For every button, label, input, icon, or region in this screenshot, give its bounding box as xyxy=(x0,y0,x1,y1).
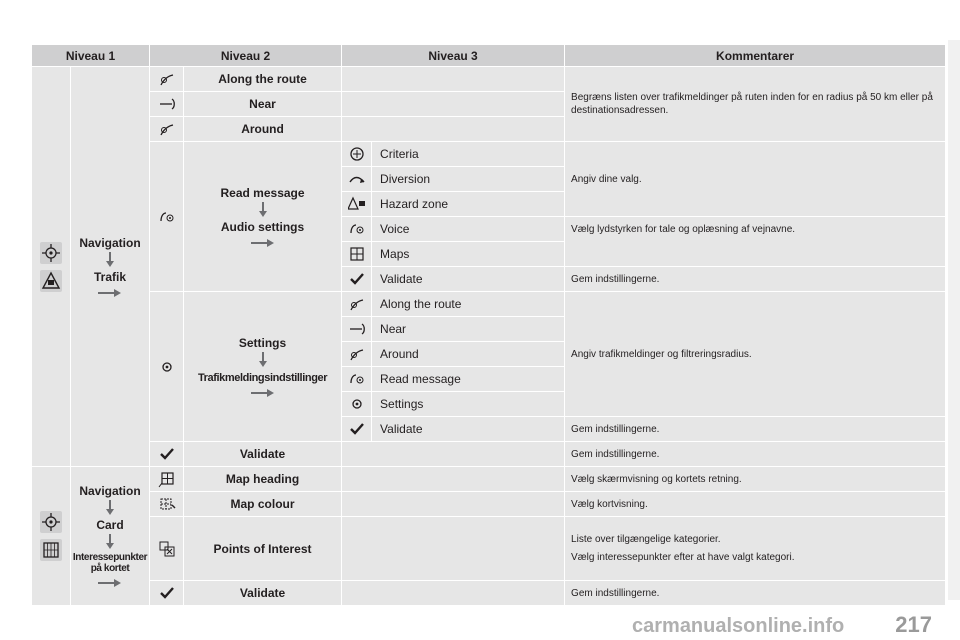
along-route-label: Along the route xyxy=(372,292,565,317)
comment-validate2: Gem indstillingerne. xyxy=(565,442,946,467)
near-label: Near xyxy=(372,317,565,342)
navigation-label: Navigation xyxy=(79,235,141,250)
nav-traffic-cell xyxy=(71,67,150,467)
near-icon xyxy=(342,317,372,342)
validate-label: Validate xyxy=(184,581,342,606)
navigation-label: Navigation xyxy=(79,484,141,498)
read-message-label: Read message xyxy=(372,367,565,392)
map-heading-icon xyxy=(150,467,184,492)
empty-cell xyxy=(342,492,565,517)
read-audio-cell xyxy=(184,142,342,292)
comment-voice: Vælg lydstyrken for tale og oplæsning af vejnavne. xyxy=(565,217,946,267)
settings-icon xyxy=(342,392,372,417)
comment-top: Begræns listen over trafikmeldinger på ruten inden for en radius på 50 km eller på destinationsadressen. xyxy=(565,67,946,142)
check-icon xyxy=(150,442,184,467)
nav-icons-cell xyxy=(32,67,71,467)
comment-settings: Angiv trafikmeldinger og filtreringsradius. xyxy=(565,292,946,417)
around-icon xyxy=(150,117,184,142)
maps-icon xyxy=(342,242,372,267)
read-message-label: Read message xyxy=(220,185,305,200)
arrow-right-icon xyxy=(251,388,275,398)
arrow-down-icon xyxy=(105,534,115,550)
header-row xyxy=(32,45,946,67)
empty-cell xyxy=(342,117,565,142)
along-route-icon xyxy=(342,292,372,317)
near-icon xyxy=(150,92,184,117)
settings-cell xyxy=(184,292,342,442)
read-message-icon xyxy=(342,367,372,392)
nav-card-cell xyxy=(71,467,150,606)
maps-label: Maps xyxy=(372,242,565,267)
watermark: carmanualsonline.info xyxy=(632,615,845,637)
check-icon xyxy=(342,267,372,292)
settings-label: Settings xyxy=(238,335,287,350)
read-message-icon xyxy=(150,142,184,292)
card-label: Card xyxy=(96,518,124,532)
around-label: Around xyxy=(372,342,565,367)
table-row xyxy=(32,581,946,606)
empty-cell xyxy=(342,442,565,467)
diversion-icon xyxy=(342,167,372,192)
settings-icon xyxy=(150,292,184,442)
page-number: 217 xyxy=(895,612,932,637)
comment-poi-line2: Vælg interessepunkter efter at have valgt kategori. xyxy=(571,552,795,563)
header-niveau1: Niveau 1 xyxy=(32,45,150,67)
poi-icon xyxy=(150,517,184,581)
header-niveau2: Niveau 2 xyxy=(150,45,342,67)
validate-label: Validate xyxy=(372,417,565,442)
hazard-zone-icon xyxy=(342,192,372,217)
validate-label: Validate xyxy=(184,442,342,467)
diversion-label: Diversion xyxy=(372,167,565,192)
arrow-down-icon xyxy=(105,252,115,268)
empty-cell xyxy=(342,92,565,117)
settings-label: Settings xyxy=(372,392,565,417)
check-icon xyxy=(150,581,184,606)
around-label: Around xyxy=(184,117,342,142)
map-colour-icon xyxy=(150,492,184,517)
arrow-right-icon xyxy=(98,578,122,588)
near-label: Near xyxy=(184,92,342,117)
table-row xyxy=(32,467,946,492)
hazard-zone-label: Hazard zone xyxy=(372,192,565,217)
trafik-label: Trafik xyxy=(94,269,127,284)
arrow-down-icon xyxy=(258,352,268,368)
map-grid-icon xyxy=(40,539,62,561)
criteria-icon xyxy=(342,142,372,167)
empty-cell xyxy=(342,467,565,492)
table-row xyxy=(32,492,946,517)
table-row xyxy=(32,142,946,167)
criteria-label: Criteria xyxy=(372,142,565,167)
comment-settings-validate: Gem indstillingerne. xyxy=(565,417,946,442)
arrow-down-icon xyxy=(105,500,115,516)
table-row xyxy=(32,292,946,317)
along-route-icon xyxy=(150,67,184,92)
poi-on-map-label: Interessepunkter på kortet xyxy=(72,552,148,574)
header-niveau3: Niveau 3 xyxy=(342,45,565,67)
arrow-down-icon xyxy=(258,202,268,218)
traffic-settings-label: Trafikmeldingsindstillinger xyxy=(197,371,328,384)
table-row xyxy=(32,517,946,581)
comment-criteria: Angiv dine valg. xyxy=(565,142,946,217)
arrow-right-icon xyxy=(98,288,122,298)
comment-validate3: Gem indstillingerne. xyxy=(565,581,946,606)
empty-cell xyxy=(342,581,565,606)
crosshair-icon xyxy=(40,511,62,533)
empty-cell xyxy=(342,67,565,92)
traffic-warning-icon xyxy=(40,270,62,292)
page-edge-tab xyxy=(948,40,960,600)
comment-validate: Gem indstillingerne. xyxy=(565,267,946,292)
comment-poi xyxy=(565,517,946,581)
check-icon xyxy=(342,417,372,442)
map-heading-label: Map heading xyxy=(184,467,342,492)
poi-label: Points of Interest xyxy=(184,517,342,581)
empty-cell xyxy=(342,517,565,581)
crosshair-icon xyxy=(40,242,62,264)
comment-map-heading: Vælg skærmvisning og kortets retning. xyxy=(565,467,946,492)
audio-settings-label: Audio settings xyxy=(220,219,305,234)
comment-map-colour: Vælg kortvisning. xyxy=(565,492,946,517)
around-icon xyxy=(342,342,372,367)
validate-label: Validate xyxy=(372,267,565,292)
nav-icons-cell xyxy=(32,467,71,606)
header-kommentarer: Kommentarer xyxy=(565,45,946,67)
table-row xyxy=(32,67,946,92)
voice-label: Voice xyxy=(372,217,565,242)
voice-icon xyxy=(342,217,372,242)
menu-table xyxy=(31,44,946,606)
comment-poi-line1: Liste over tilgængelige kategorier. xyxy=(571,534,721,545)
map-colour-label: Map colour xyxy=(184,492,342,517)
along-route-label: Along the route xyxy=(184,67,342,92)
table-row xyxy=(32,442,946,467)
arrow-right-icon xyxy=(251,238,275,248)
